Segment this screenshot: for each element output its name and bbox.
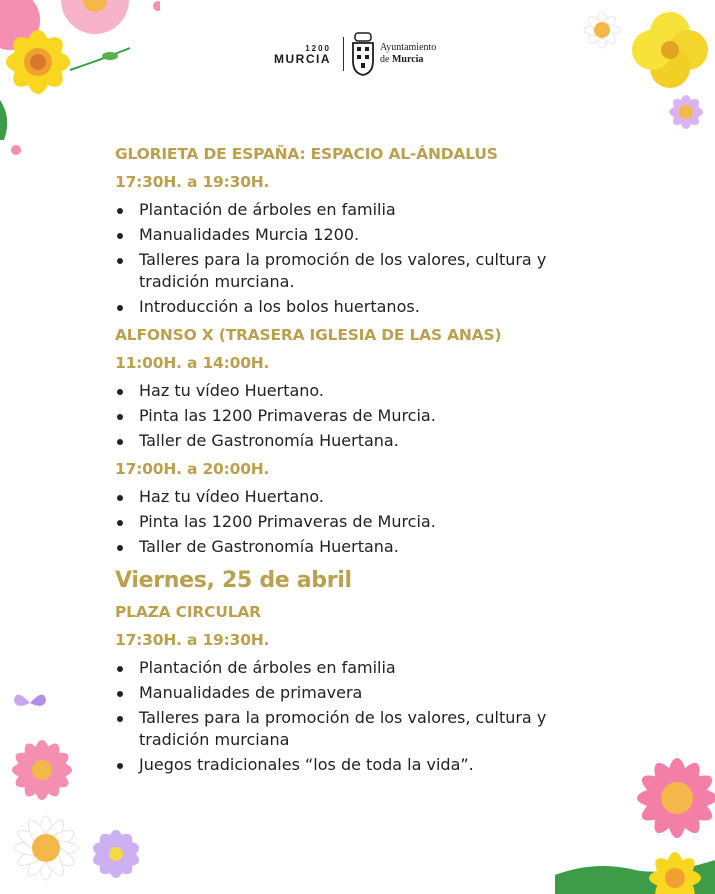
logo-word: MURCIA (274, 51, 331, 66)
list-item: Haz tu vídeo Huertano. (115, 380, 635, 402)
murcia-1200-logo (274, 44, 331, 65)
list-item: Talleres para la promoción de los valores, cultura y tradición murciana. (115, 249, 609, 293)
list-item: Introducción a los bolos huertanos. (115, 296, 635, 318)
list-item: Taller de Gastronomía Huertana. (115, 536, 635, 558)
time-slot: 17:00H. a 20:00H. (115, 460, 270, 478)
flower-icon (570, 0, 715, 140)
list-item: Taller de Gastronomía Huertana. (115, 430, 635, 452)
council-name (380, 42, 436, 66)
activity-list (115, 486, 635, 558)
list-item: Pinta las 1200 Primaveras de Murcia. (115, 405, 635, 427)
list-item: Haz tu vídeo Huertano. (115, 486, 635, 508)
list-item: Plantación de árboles en familia (115, 657, 635, 679)
day-heading: Viernes, 25 de abril (115, 568, 352, 593)
flower-icon (0, 0, 160, 160)
time-slot: 17:30H. a 19:30H. (115, 173, 270, 191)
header (274, 28, 436, 80)
section-place: GLORIETA DE ESPAÑA: ESPACIO AL-ÁNDALUS (115, 145, 498, 163)
coat-of-arms-icon (350, 31, 376, 77)
butterfly-icon (12, 688, 48, 718)
section-place: PLAZA CIRCULAR (115, 603, 261, 621)
time-slot: 11:00H. a 14:00H. (115, 354, 270, 372)
schedule (115, 140, 635, 779)
list-item: Manualidades de primavera (115, 682, 635, 704)
activity-list (115, 199, 635, 318)
list-item: Pinta las 1200 Primaveras de Murcia. (115, 511, 635, 533)
council-line2-name: Murcia (391, 54, 424, 65)
logo-divider (343, 37, 344, 71)
activity-list (115, 380, 635, 452)
activity-list (115, 657, 635, 776)
time-slot: 17:30H. a 19:30H. (115, 631, 270, 649)
list-item: Plantación de árboles en familia (115, 199, 635, 221)
logo-number: 1200 (305, 43, 331, 53)
list-item: Talleres para la promoción de los valores, cultura y tradición murciana (115, 707, 609, 751)
council-line1: Ayuntamiento (380, 42, 437, 53)
council-line2-prefix: de (380, 54, 390, 65)
list-item: Manualidades Murcia 1200. (115, 224, 635, 246)
list-item: Juegos tradicionales “los de toda la vida”. (115, 754, 635, 776)
section-place: ALFONSO X (TRASERA IGLESIA DE LAS ANAS) (115, 326, 502, 344)
council-line2 (380, 54, 436, 66)
